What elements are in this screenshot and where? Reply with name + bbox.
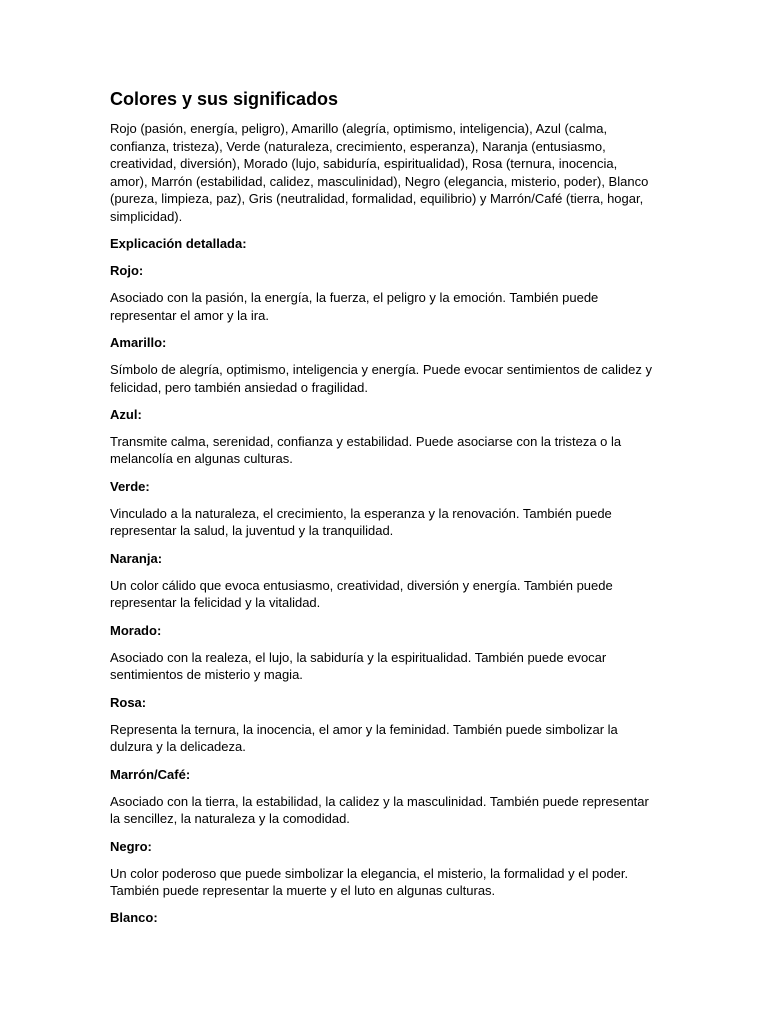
section-morado [110,622,655,684]
section-label: Naranja: [110,550,163,566]
section-label: Verde: [110,478,150,494]
section-verde [110,478,655,540]
explanation-heading: Explicación detallada: [110,235,247,251]
section-naranja [110,550,655,612]
section-text: Transmite calma, serenidad, confianza y estabilidad. Puede asociarse con la tristeza o la melancolía en algunas culturas. [110,433,622,467]
section-text: Asociado con la pasión, la energía, la fuerza, el peligro y la emoción. También puede representar el amor y la ira. [110,289,599,323]
section-label: Rojo: [110,262,144,278]
section-label: Amarillo: [110,334,167,350]
section-text: Vinculado a la naturaleza, el crecimiento, la esperanza y la renovación. También puede representar la salud, la juventud y la tranquilidad. [110,505,612,539]
section-label: Azul: [110,406,142,422]
section-text: Símbolo de alegría, optimismo, inteligencia y energía. Puede evocar sentimientos de calidez y felicidad, pero también ansiedad o fragilidad. [110,361,652,395]
section-text: Asociado con la realeza, el lujo, la sabiduría y la espiritualidad. También puede evocar sentimientos de misterio y magia. [110,649,607,683]
section-blanco [110,909,655,927]
intro-paragraph: Rojo (pasión, energía, peligro), Amarillo (alegría, optimismo, inteligencia), Azul (calma, confianza, tristeza), Verde (naturaleza, crecimiento, esperanza), Naranja (entusiasmo, creatividad, diversión), Morado (lujo, sabiduría, espiritualidad), Rosa (ternura, inocencia, amor), Marrón (estabilidad, calidez, masculinidad), Negro (elegancia, misterio, poder), Blanco (pureza, limpieza, paz), Gris (neutralidad, formalidad, equilibrio) y Marrón/Café (tierra, hogar, simplicidad). [110,121,649,224]
section-text: Un color cálido que evoca entusiasmo, creatividad, diversión y energía. También puede representar la felicidad y la vitalidad. [110,577,613,611]
section-label: Negro: [110,838,152,854]
section-negro [110,838,655,900]
section-label: Morado: [110,622,162,638]
section-label: Marrón/Café: [110,766,191,782]
section-text: Un color poderoso que puede simbolizar la elegancia, el misterio, la formalidad y el poder. También puede representar la muerte y el luto en algunas culturas. [110,865,629,899]
section-label: Rosa: [110,694,147,710]
section-rosa [110,694,655,756]
section-azul [110,406,655,468]
section-amarillo [110,334,655,396]
section-text: Representa la ternura, la inocencia, el amor y la feminidad. También puede simbolizar la dulzura y la delicadeza. [110,721,618,755]
section-label: Blanco: [110,910,158,926]
section-text: Asociado con la tierra, la estabilidad, la calidez y la masculinidad. También puede representar la sencillez, la naturaleza y la comodidad. [110,793,649,827]
document-page [110,88,655,937]
section-marron-cafe [110,766,655,828]
document-title: Colores y sus significados [110,89,339,109]
section-rojo [110,262,655,324]
